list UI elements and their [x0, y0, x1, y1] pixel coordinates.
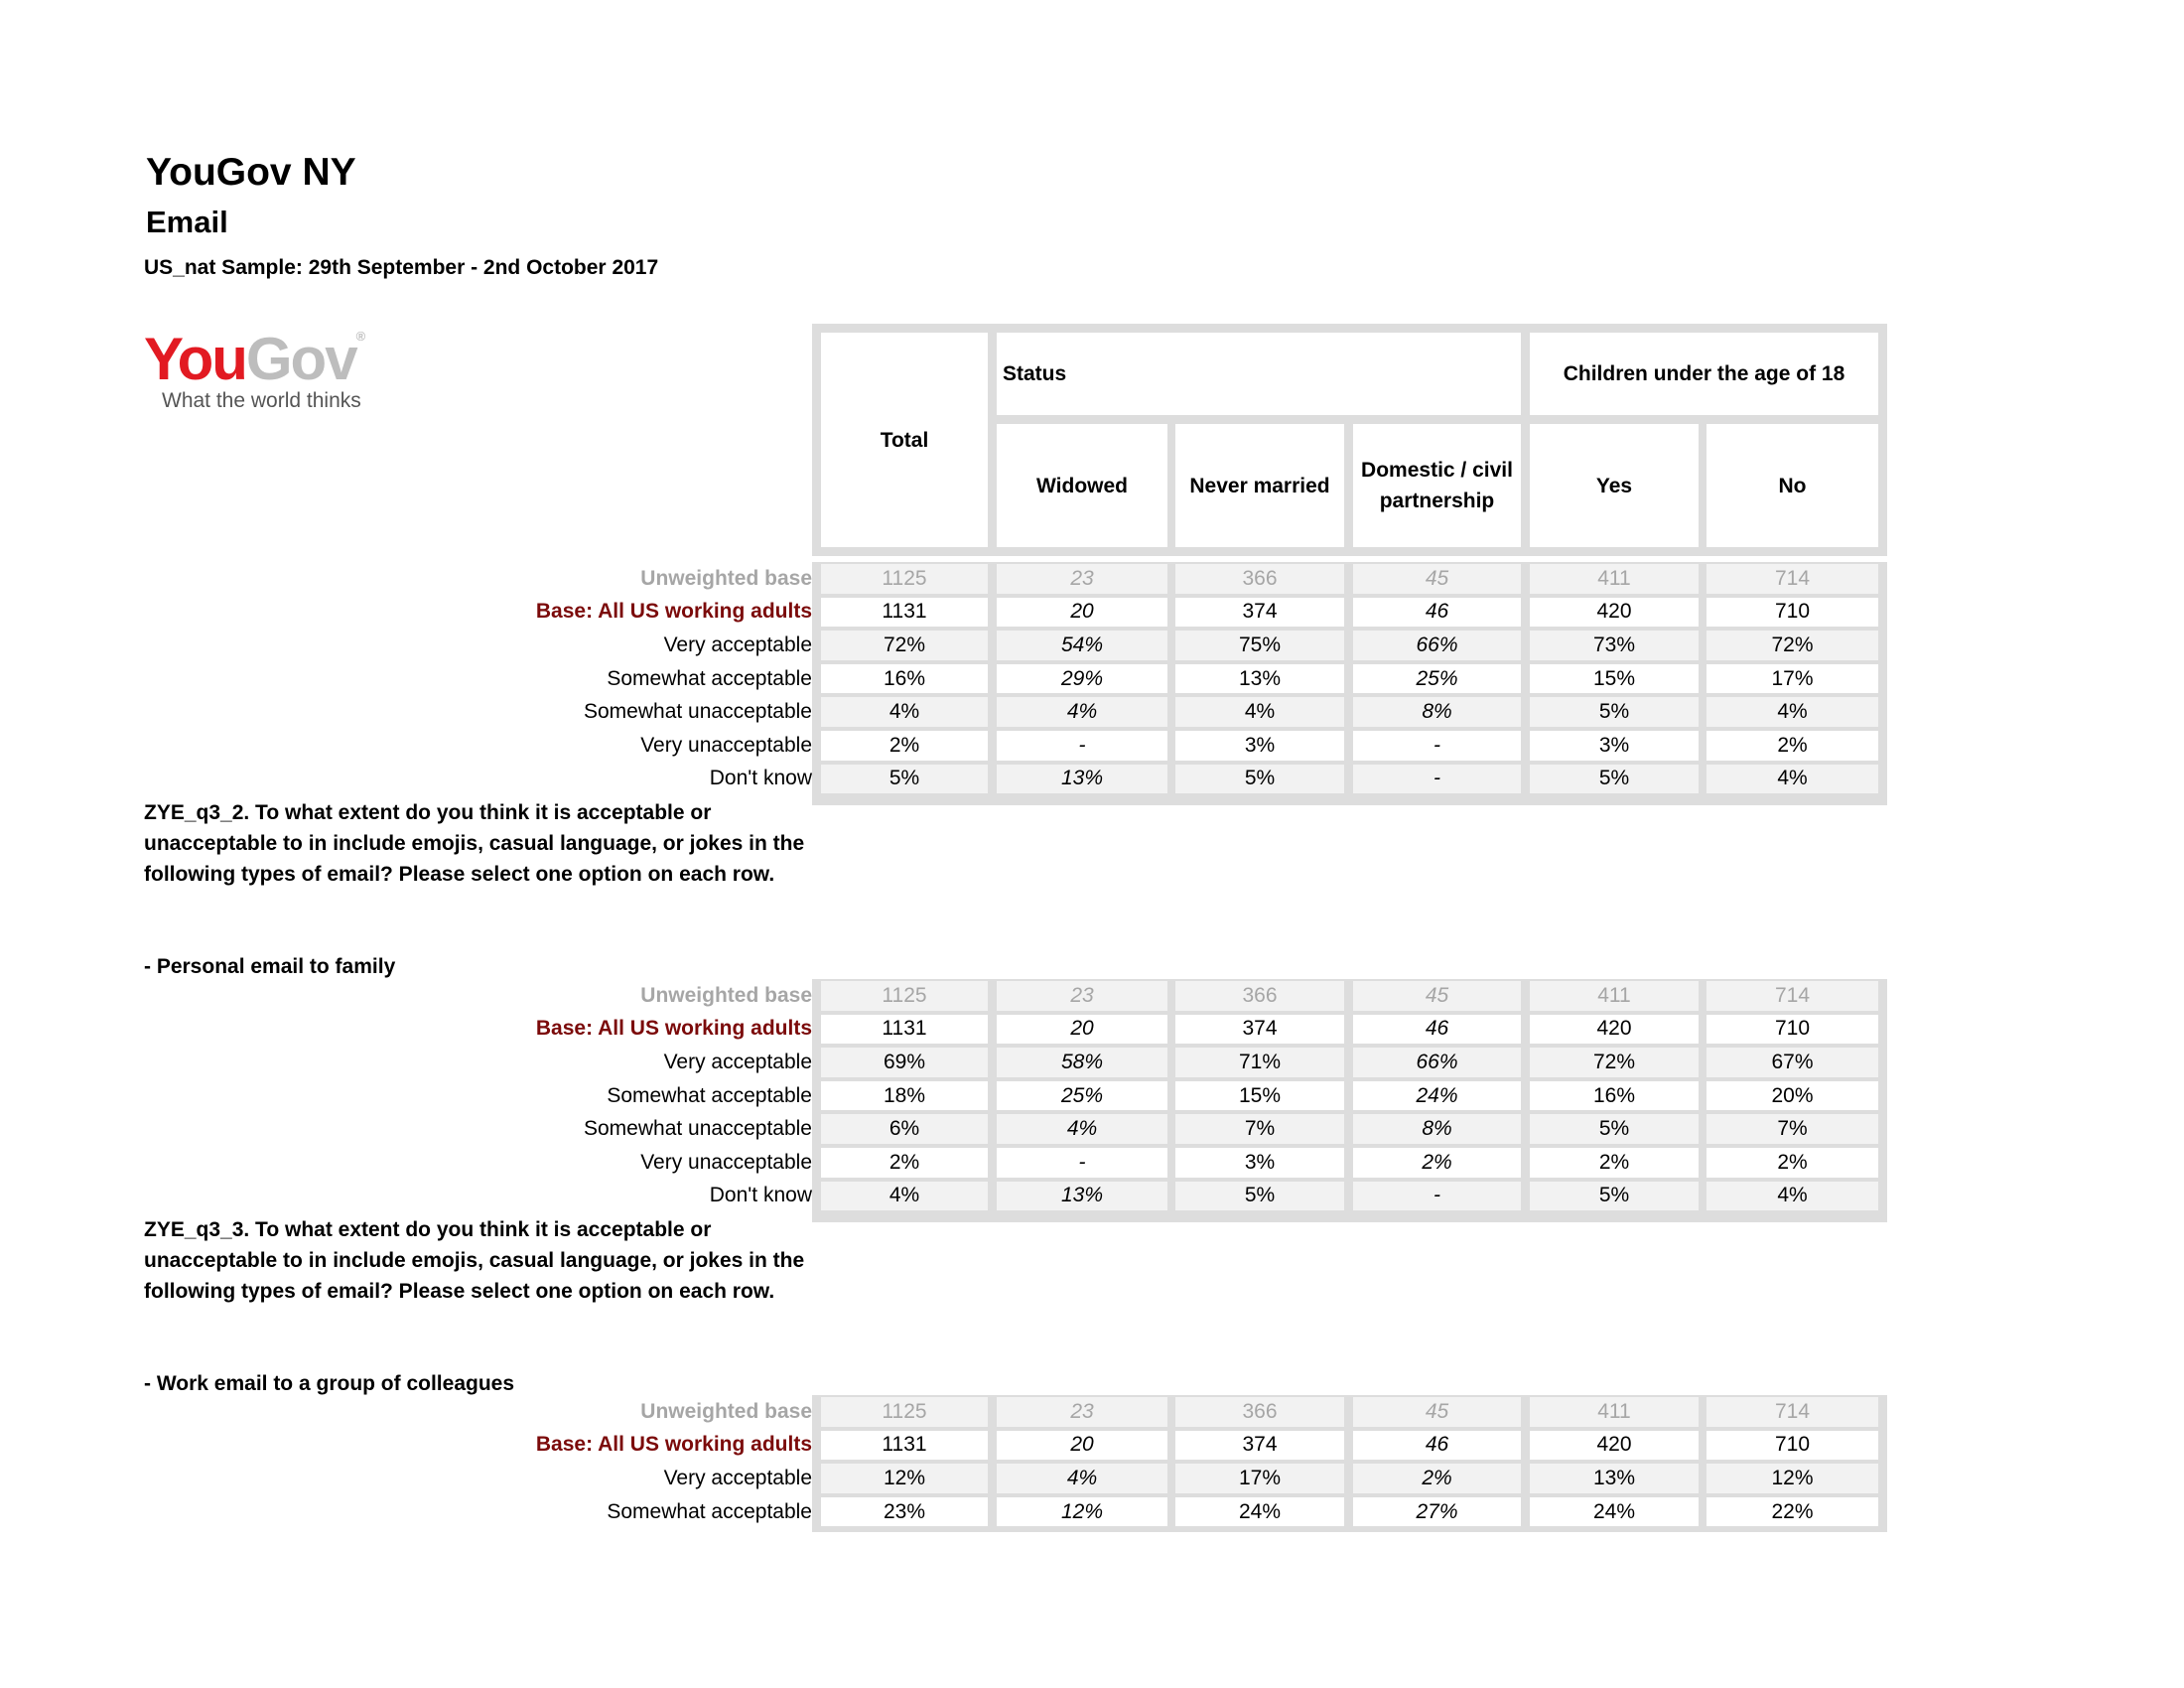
- table-cell: 1131: [821, 1015, 988, 1045]
- table-cell: 17%: [1706, 664, 1878, 694]
- row-label-very-acceptable: Very acceptable: [663, 1050, 812, 1073]
- table-cell: 66%: [1353, 1048, 1521, 1077]
- column-header: [812, 324, 1887, 556]
- row-label-unweighted: Unweighted base: [640, 983, 812, 1007]
- col-widowed: Widowed: [997, 424, 1167, 547]
- table-cell: -: [1353, 765, 1521, 794]
- table-cell: 3%: [1175, 1148, 1344, 1178]
- table-cell: 67%: [1706, 1048, 1878, 1077]
- table-cell: 5%: [821, 765, 988, 794]
- table-cell: 710: [1706, 1015, 1878, 1045]
- table-cell: 46: [1353, 1015, 1521, 1045]
- table-cell: 17%: [1175, 1464, 1344, 1493]
- table-cell: 7%: [1706, 1114, 1878, 1144]
- row-label-base: Base: All US working adults: [535, 1017, 812, 1041]
- table-cell: 12%: [1706, 1464, 1878, 1493]
- row-label-somewhat-acceptable: Somewhat acceptable: [607, 1499, 812, 1523]
- table-cell: 46: [1353, 598, 1521, 628]
- table-cell: 13%: [997, 1182, 1167, 1211]
- table-cell: 15%: [1175, 1081, 1344, 1111]
- table-cell: 16%: [1530, 1081, 1699, 1111]
- table-cell: -: [997, 1148, 1167, 1178]
- table-cell: 4%: [821, 1182, 988, 1211]
- table-cell: 24%: [1175, 1497, 1344, 1527]
- table-cell: 22%: [1706, 1497, 1878, 1527]
- table-cell: 69%: [821, 1048, 988, 1077]
- table-cell: 13%: [1175, 664, 1344, 694]
- table-cell: 25%: [997, 1081, 1167, 1111]
- table-cell: -: [997, 731, 1167, 761]
- col-no: No: [1706, 424, 1878, 547]
- table-cell: 8%: [1353, 1114, 1521, 1144]
- table-cell: 1125: [821, 981, 988, 1011]
- row-label-somewhat-acceptable: Somewhat acceptable: [607, 666, 812, 690]
- table-cell: 411: [1530, 981, 1699, 1011]
- table-cell: 5%: [1530, 1182, 1699, 1211]
- col-yes: Yes: [1530, 424, 1699, 547]
- table-cell: 4%: [821, 697, 988, 727]
- col-total: Total: [821, 333, 988, 547]
- table-cell: 25%: [1353, 664, 1521, 694]
- col-domestic-civil: Domestic / civil partnership: [1353, 424, 1521, 547]
- table-cell: 23: [997, 981, 1167, 1011]
- table-cell: 54%: [997, 631, 1167, 660]
- table-block-q3-2: [0, 979, 2184, 1222]
- col-never-married: Never married: [1175, 424, 1344, 547]
- row-label-somewhat-unacceptable: Somewhat unacceptable: [584, 1117, 812, 1141]
- table-cell: 8%: [1353, 697, 1521, 727]
- table-cell: 6%: [821, 1114, 988, 1144]
- table-cell: -: [1353, 731, 1521, 761]
- table-cell: 5%: [1530, 697, 1699, 727]
- table-cell: 374: [1175, 1431, 1344, 1461]
- logo-you: You: [144, 326, 246, 392]
- table-cell: 24%: [1353, 1081, 1521, 1111]
- question-q3-2: ZYE_q3_2. To what extent do you think it is acceptable or unacceptable to in include emojis, casual language, or jokes in the following types of email? Please select one option on each row.: [144, 801, 805, 886]
- table-cell: 366: [1175, 564, 1344, 594]
- table-cell: 411: [1530, 564, 1699, 594]
- table-block-q3-1: [0, 562, 2184, 805]
- table-cell: 714: [1706, 1397, 1878, 1427]
- table-cell: 23%: [821, 1497, 988, 1527]
- row-label-very-acceptable: Very acceptable: [663, 633, 812, 656]
- logo-gov: Gov: [245, 326, 356, 392]
- table-cell: 366: [1175, 1397, 1344, 1427]
- table-cell: 4%: [997, 697, 1167, 727]
- table-cell: 4%: [997, 1114, 1167, 1144]
- table-cell: 3%: [1175, 731, 1344, 761]
- table-cell: 1125: [821, 1397, 988, 1427]
- table-cell: 420: [1530, 1015, 1699, 1045]
- question-item-q3-2: - Personal email to family: [144, 955, 396, 978]
- table-cell: 20%: [1706, 1081, 1878, 1111]
- table-cell: 27%: [1353, 1497, 1521, 1527]
- table-cell: 20: [997, 1431, 1167, 1461]
- row-label-unweighted: Unweighted base: [640, 1399, 812, 1423]
- table-cell: 2%: [821, 1148, 988, 1178]
- table-cell: 714: [1706, 981, 1878, 1011]
- table-cell: 5%: [1175, 1182, 1344, 1211]
- page-subtitle: Email: [146, 205, 228, 239]
- table-cell: 710: [1706, 1431, 1878, 1461]
- table-cell: 20: [997, 1015, 1167, 1045]
- row-label-very-unacceptable: Very unacceptable: [640, 733, 812, 757]
- logo-registered: ®: [355, 329, 366, 344]
- table-cell: 13%: [997, 765, 1167, 794]
- table-cell: 1131: [821, 1431, 988, 1461]
- row-label-unweighted: Unweighted base: [640, 566, 812, 590]
- table-cell: 710: [1706, 598, 1878, 628]
- row-label-base: Base: All US working adults: [535, 1433, 812, 1457]
- row-label-dont-know: Don't know: [709, 1184, 812, 1207]
- table-cell: 15%: [1530, 664, 1699, 694]
- table-cell: 72%: [1530, 1048, 1699, 1077]
- row-label-somewhat-unacceptable: Somewhat unacceptable: [584, 700, 812, 724]
- group-children: Children under the age of 18: [1530, 333, 1878, 415]
- row-label-very-unacceptable: Very unacceptable: [640, 1150, 812, 1174]
- table-cell: 2%: [821, 731, 988, 761]
- row-label-base: Base: All US working adults: [535, 600, 812, 624]
- sample-info: US_nat Sample: 29th September - 2nd October 2017: [144, 256, 659, 279]
- table-cell: -: [1353, 1182, 1521, 1211]
- table-cell: 2%: [1706, 1148, 1878, 1178]
- table-cell: 45: [1353, 981, 1521, 1011]
- table-cell: 66%: [1353, 631, 1521, 660]
- table-cell: 4%: [997, 1464, 1167, 1493]
- table-cell: 1131: [821, 598, 988, 628]
- table-cell: 374: [1175, 598, 1344, 628]
- table-cell: 72%: [821, 631, 988, 660]
- yougov-logo: [144, 326, 366, 413]
- table-cell: 24%: [1530, 1497, 1699, 1527]
- table-cell: 20: [997, 598, 1167, 628]
- table-cell: 23: [997, 1397, 1167, 1427]
- table-cell: 2%: [1353, 1148, 1521, 1178]
- table-cell: 45: [1353, 564, 1521, 594]
- table-cell: 5%: [1530, 1114, 1699, 1144]
- row-label-very-acceptable: Very acceptable: [663, 1466, 812, 1489]
- table-cell: 5%: [1175, 765, 1344, 794]
- page-title: YouGov NY: [146, 151, 356, 194]
- table-cell: 73%: [1530, 631, 1699, 660]
- logo-tagline: What the world thinks: [162, 389, 361, 412]
- table-cell: 16%: [821, 664, 988, 694]
- table-cell: 2%: [1353, 1464, 1521, 1493]
- table-cell: 13%: [1530, 1464, 1699, 1493]
- table-cell: 12%: [821, 1464, 988, 1493]
- table-cell: 2%: [1530, 1148, 1699, 1178]
- table-cell: 46: [1353, 1431, 1521, 1461]
- question-item-q3-3: - Work email to a group of colleagues: [144, 1372, 515, 1395]
- table-cell: 7%: [1175, 1114, 1344, 1144]
- table-cell: 4%: [1706, 765, 1878, 794]
- table-cell: 4%: [1706, 1182, 1878, 1211]
- table-cell: 714: [1706, 564, 1878, 594]
- row-label-dont-know: Don't know: [709, 767, 812, 790]
- table-cell: 71%: [1175, 1048, 1344, 1077]
- table-cell: 4%: [1706, 697, 1878, 727]
- table-cell: 411: [1530, 1397, 1699, 1427]
- table-cell: 12%: [997, 1497, 1167, 1527]
- table-cell: 18%: [821, 1081, 988, 1111]
- table-cell: 5%: [1530, 765, 1699, 794]
- table-cell: 3%: [1530, 731, 1699, 761]
- row-label-somewhat-acceptable: Somewhat acceptable: [607, 1083, 812, 1107]
- table-cell: 420: [1530, 1431, 1699, 1461]
- question-q3-3: ZYE_q3_3. To what extent do you think it is acceptable or unacceptable to in include emojis, casual language, or jokes in the following types of email? Please select one option on each row.: [144, 1218, 805, 1303]
- table-cell: 23: [997, 564, 1167, 594]
- table-cell: 1125: [821, 564, 988, 594]
- table-cell: 420: [1530, 598, 1699, 628]
- table-cell: 4%: [1175, 697, 1344, 727]
- table-cell: 45: [1353, 1397, 1521, 1427]
- table-cell: 72%: [1706, 631, 1878, 660]
- table-cell: 58%: [997, 1048, 1167, 1077]
- table-cell: 29%: [997, 664, 1167, 694]
- table-block-q3-3: [0, 1395, 2184, 1532]
- group-status: Status: [997, 333, 1521, 415]
- table-cell: 374: [1175, 1015, 1344, 1045]
- table-cell: 366: [1175, 981, 1344, 1011]
- table-cell: 75%: [1175, 631, 1344, 660]
- table-cell: 2%: [1706, 731, 1878, 761]
